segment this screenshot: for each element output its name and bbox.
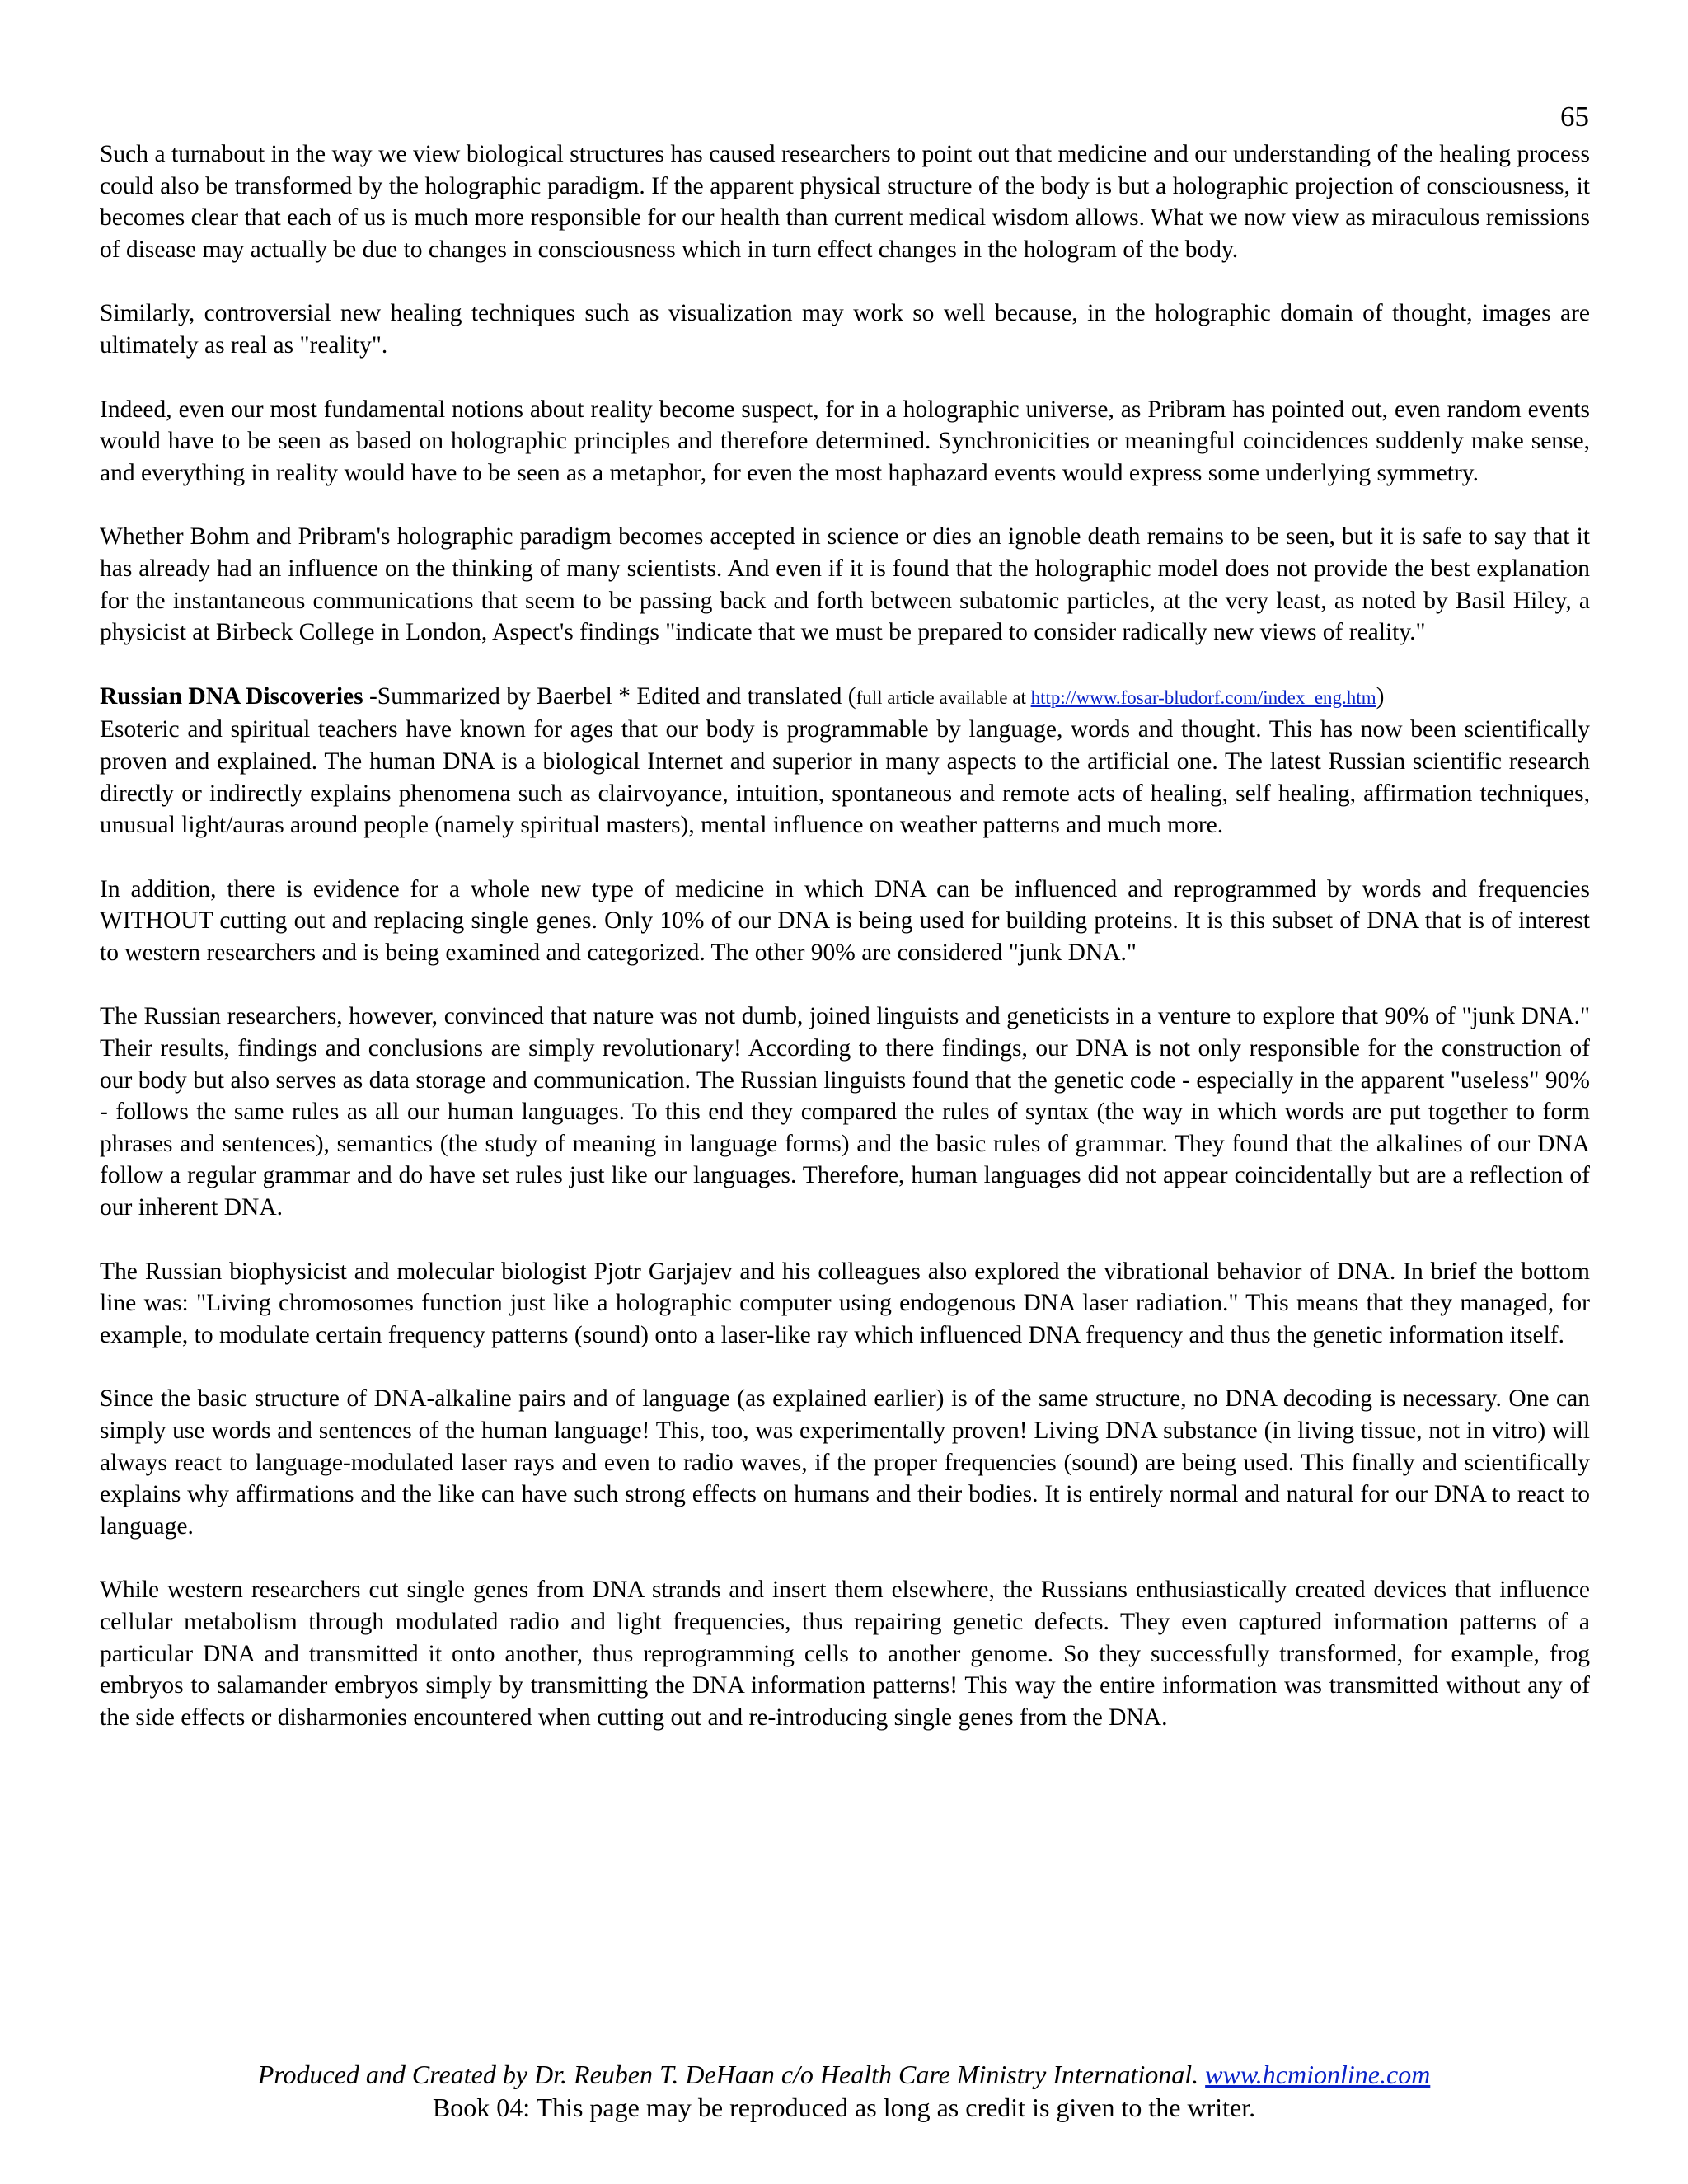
article-note: full article available at bbox=[856, 687, 1031, 708]
article-note-close: ) bbox=[1376, 682, 1385, 710]
section-intro bbox=[100, 681, 1590, 841]
page-number: 65 bbox=[1560, 101, 1589, 133]
article-source-link[interactable]: http://www.fosar-bludorf.com/index_eng.htm bbox=[1030, 687, 1376, 708]
paragraph: The Russian researchers, however, convinced that nature was not dumb, joined linguists and geneticists in a venture to explore that 90% of "junk DNA." Their results, findings and conclusions are simply revolutionary! According to there findings, our DNA is not only responsible for the construction of our body but also serves as data storage and communication. The Russian linguists found that the genetic code - especially in the apparent "useless" 90% - follows the same rules as all our human languages. To this end they compared the rules of syntax (the way in which words are put together to form phrases and sentences), semantics (the study of meaning in language forms) and the basic rules of grammar. They found that the alkalines of our DNA follow a regular grammar and do have set rules just like our languages. Therefore, human languages did not appear coincidentally but are a reflection of our inherent DNA. bbox=[100, 1003, 1590, 1221]
paragraph: Such a turnabout in the way we view biological structures has caused researchers to point out that medicine and our understanding of the healing process could also be transformed by the holographic paradigm. If the apparent physical structure of the body is but a holographic projection of consciousness, it becomes clear that each of us is much more responsible for our health than current medical wisdom allows. What we now view as miraculous remissions of disease may actually be due to changes in consciousness which in turn effect changes in the hologram of the body. bbox=[100, 141, 1590, 263]
footer-notice: Book 04: This page may be reproduced as long as credit is given to the writer. bbox=[432, 2093, 1256, 2122]
section-heading: Russian DNA Discoveries bbox=[100, 682, 363, 710]
footer-website-link[interactable]: www.hcmionline.com bbox=[1205, 2060, 1431, 2089]
paragraph: The Russian biophysicist and molecular biologist Pjotr Garjajev and his colleagues also explored the vibrational behavior of DNA. In brief the bottom line was: "Living chromosomes function just like a holographic computer using endogenous DNA laser radiation." This means that they managed, for example, to modulate certain frequency patterns (sound) onto a laser-like ray which influenced DNA frequency and thus the genetic information itself. bbox=[100, 1258, 1590, 1348]
page-footer bbox=[0, 2058, 1688, 2124]
main-content bbox=[100, 138, 1590, 1765]
section-intro-text: Esoteric and spiritual teachers have known for ages that our body is programmable by language, words and thought. This has now been scientifically proven and explained. The human DNA is a biological Internet and superior in many aspects to the artificial one. The latest Russian scientific research directly or indirectly explains phenomena such as clairvoyance, intuition, spontaneous and remote acts of healing, self healing, affirmation techniques, unusual light/auras around people (namely spiritual masters), mental influence on weather patterns and much more. bbox=[100, 716, 1590, 839]
paragraph: In addition, there is evidence for a whole new type of medicine in which DNA can be influenced and reprogrammed by words and frequencies WITHOUT cutting out and replacing single genes. Only 10% of our DNA is being used for building proteins. It is this subset of DNA that is of interest to western researchers and is being examined and categorized. The other 90% are considered "junk DNA." bbox=[100, 875, 1590, 966]
paragraph: While western researchers cut single genes from DNA strands and insert them elsewhere, the Russians enthusiastically created devices that influence cellular metabolism through modulated radio and light frequencies, thus repairing genetic defects. They even captured information patterns of a particular DNA and transmitted it onto another, thus reprogramming cells to another genome. So they successfully transformed, for example, frog embryos to salamander embryos simply by transmitting the DNA information patterns! This way the entire information was transmitted without any of the side effects or disharmonies encountered when cutting out and re-introducing single genes from the DNA. bbox=[100, 1577, 1590, 1731]
paragraph: Similarly, controversial new healing techniques such as visualization may work so well because, in the holographic domain of thought, images are ultimately as real as "reality". bbox=[100, 300, 1590, 359]
paragraph: Since the basic structure of DNA-alkaline pairs and of language (as explained earlier) is of the same structure, no DNA decoding is necessary. One can simply use words and sentences of the human language! This, too, was experimentally proven! Living DNA substance (in living tissue, not in vitro) will always react to language-modulated laser rays and even to radio waves, if the proper frequencies (sound) are being used. This finally and scientifically explains why affirmations and the like can have such strong effects on humans and their bodies. It is entirely normal and natural for our DNA to react to language. bbox=[100, 1385, 1590, 1540]
paragraph: Whether Bohm and Pribram's holographic paradigm becomes accepted in science or dies an ignoble death remains to be seen, but it is safe to say that it has already had an influence on the thinking of many scientists. And even if it is found that the holographic model does not provide the best explanation for the instantaneous communications that seem to be passing back and forth between subatomic particles, at the very least, as noted by Basil Hiley, a physicist at Birbeck College in London, Aspect's findings "indicate that we must be prepared to consider radically new views of reality." bbox=[100, 523, 1590, 646]
footer-credit bbox=[0, 2058, 1688, 2091]
footer-credit-text: Produced and Created by Dr. Reuben T. DeHaan c/o Health Care Ministry International. bbox=[257, 2060, 1206, 2089]
section-byline: -Summarized by Baerbel * Edited and translated ( bbox=[363, 682, 856, 710]
paragraph: Indeed, even our most fundamental notions about reality become suspect, for in a holographic universe, as Pribram has pointed out, even random events would have to be seen as based on holographic principles and therefore determined. Synchronicities or meaningful coincidences suddenly make sense, and everything in reality would have to be seen as a metaphor, for even the most haphazard events would express some underlying symmetry. bbox=[100, 396, 1590, 486]
